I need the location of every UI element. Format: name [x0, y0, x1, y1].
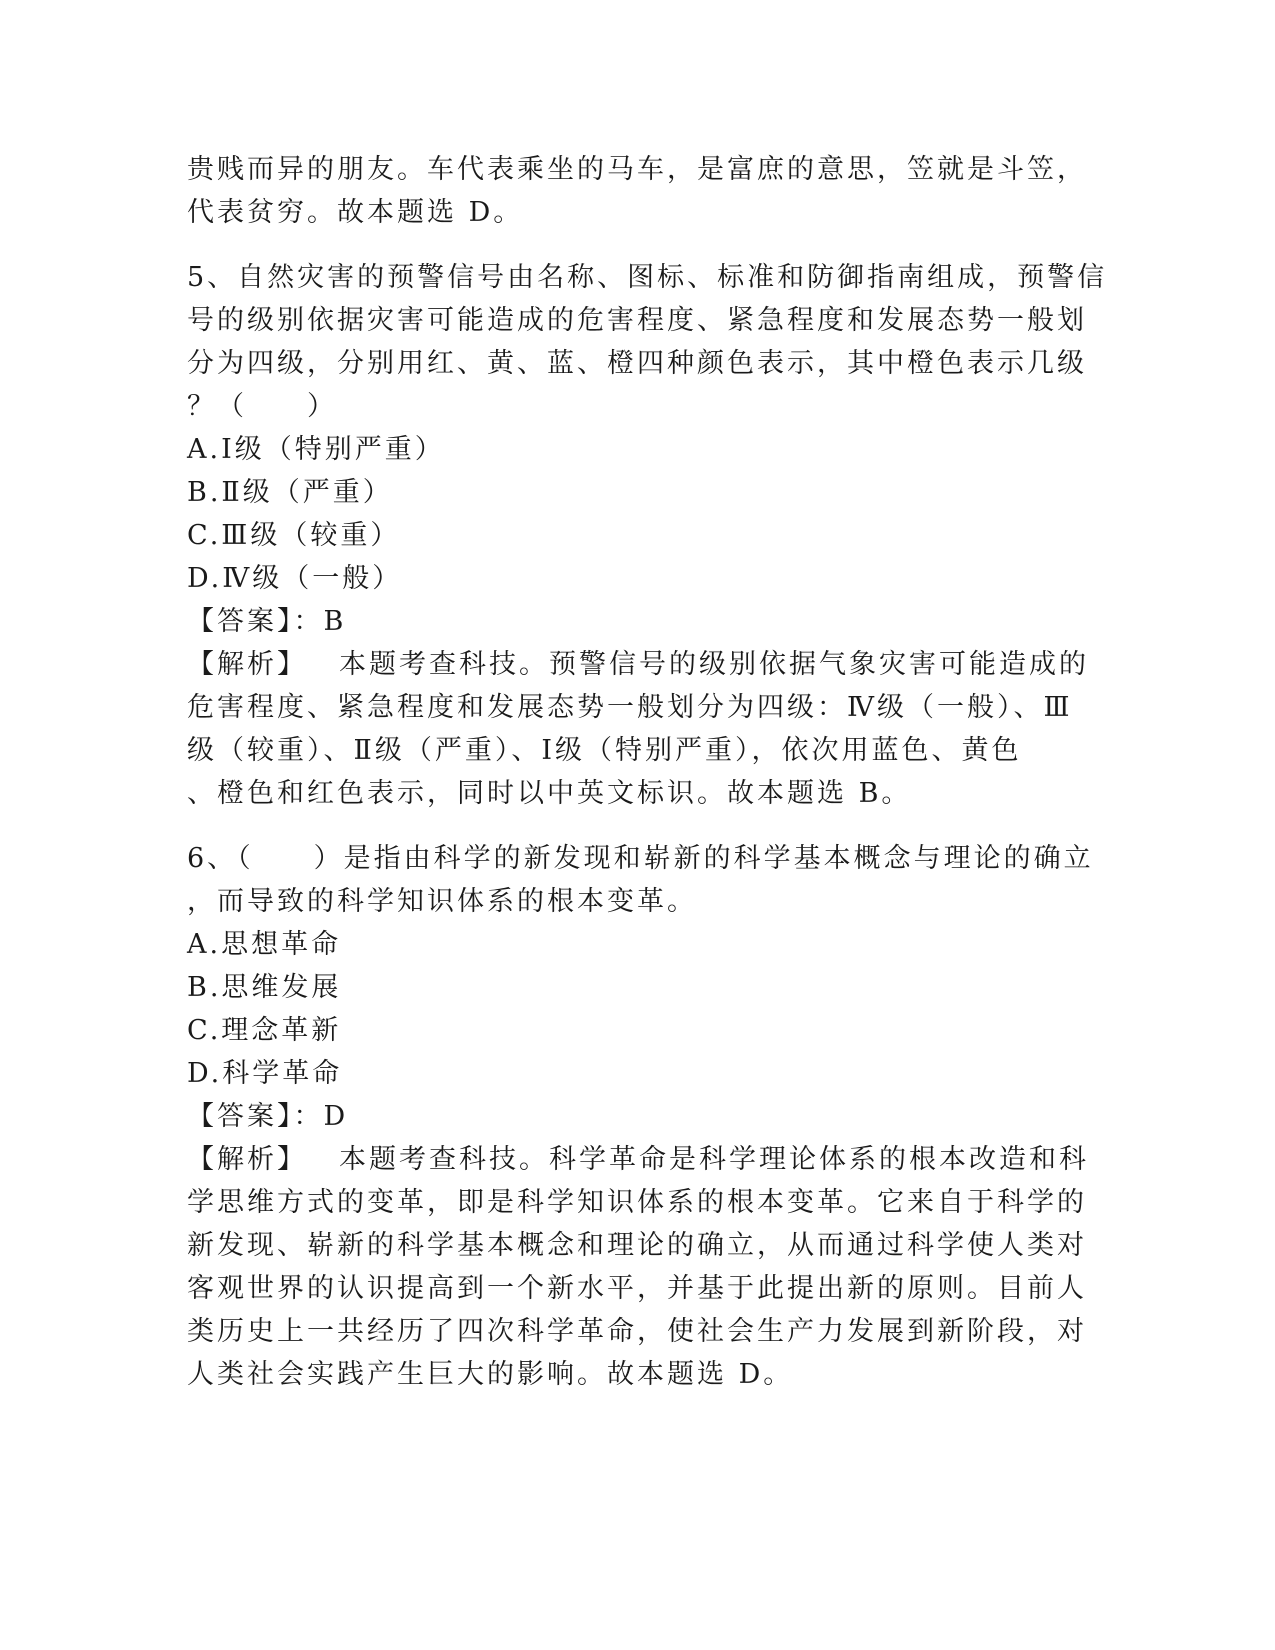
- answer-label: 【答案】：: [187, 606, 324, 637]
- option-a: A.Ⅰ级（特别严重）: [187, 434, 445, 465]
- answer-value: D: [323, 1101, 349, 1132]
- analysis-label: 【解析】: [187, 649, 307, 680]
- text-line: 贵贱而异的朋友。车代表乘坐的马车，是富庶的意思，笠就是斗笠，: [187, 154, 1087, 185]
- answer-value: B: [323, 606, 347, 637]
- analysis-line: 级（较重）、Ⅱ级（严重）、Ⅰ级（特别严重），依次用蓝色、黄色: [187, 735, 1022, 766]
- answer-line: [187, 1095, 1067, 1138]
- analysis-line: [187, 1138, 1089, 1181]
- question-6: [187, 837, 1094, 1396]
- option-d: D.Ⅳ级（一般）: [187, 563, 403, 594]
- question-stem-line: ？（ ）: [187, 391, 337, 422]
- analysis-text: 本题考查科技。科学革命是科学理论体系的根本改造和科: [339, 1144, 1089, 1175]
- question-stem-line: 号的级别依据灾害可能造成的危害程度、紧急程度和发展态势一般划: [187, 305, 1087, 336]
- analysis-line: 人类社会实践产生巨大的影响。故本题选 D。: [187, 1359, 794, 1390]
- question-stem-line: ，而导致的科学知识体系的根本变革。: [187, 886, 697, 917]
- analysis-line: 新发现、崭新的科学基本概念和理论的确立，从而通过科学使人类对: [187, 1230, 1087, 1261]
- option-c: C.理念革新: [187, 1015, 342, 1046]
- option-a: A.思想革命: [187, 929, 342, 960]
- document-body: [187, 148, 1108, 1396]
- option-c: C.Ⅲ级（较重）: [187, 520, 401, 551]
- option-b: B.思维发展: [187, 972, 342, 1003]
- intro-paragraph: [187, 148, 1087, 234]
- question-5: [187, 256, 1108, 815]
- analysis-line: 学思维方式的变革，即是科学知识体系的根本变革。它来自于科学的: [187, 1187, 1087, 1218]
- analysis-line: [187, 643, 1089, 686]
- question-stem-line: 分为四级，分别用红、黄、蓝、橙四种颜色表示，其中橙色表示几级: [187, 348, 1087, 379]
- analysis-line: 客观世界的认识提高到一个新水平，并基于此提出新的原则。目前人: [187, 1273, 1087, 1304]
- analysis-label: 【解析】: [187, 1144, 307, 1175]
- question-stem-line: 5、自然灾害的预警信号由名称、图标、标准和防御指南组成，预警信: [187, 262, 1108, 293]
- option-d: D.科学革命: [187, 1058, 343, 1089]
- answer-line: [187, 600, 1067, 643]
- analysis-line: 危害程度、紧急程度和发展态势一般划分为四级：Ⅳ级（一般）、Ⅲ: [187, 692, 1073, 723]
- question-stem-line: 6、（ ）是指由科学的新发现和崭新的科学基本概念与理论的确立: [187, 843, 1094, 874]
- analysis-text: 本题考查科技。预警信号的级别依据气象灾害可能造成的: [339, 649, 1089, 680]
- answer-label: 【答案】：: [187, 1101, 324, 1132]
- analysis-line: 类历史上一共经历了四次科学革命，使社会生产力发展到新阶段，对: [187, 1316, 1087, 1347]
- text-line: 代表贫穷。故本题选 D。: [187, 197, 524, 228]
- analysis-line: 、橙色和红色表示，同时以中英文标识。故本题选 B。: [187, 778, 912, 809]
- option-b: B.Ⅱ级（严重）: [187, 477, 393, 508]
